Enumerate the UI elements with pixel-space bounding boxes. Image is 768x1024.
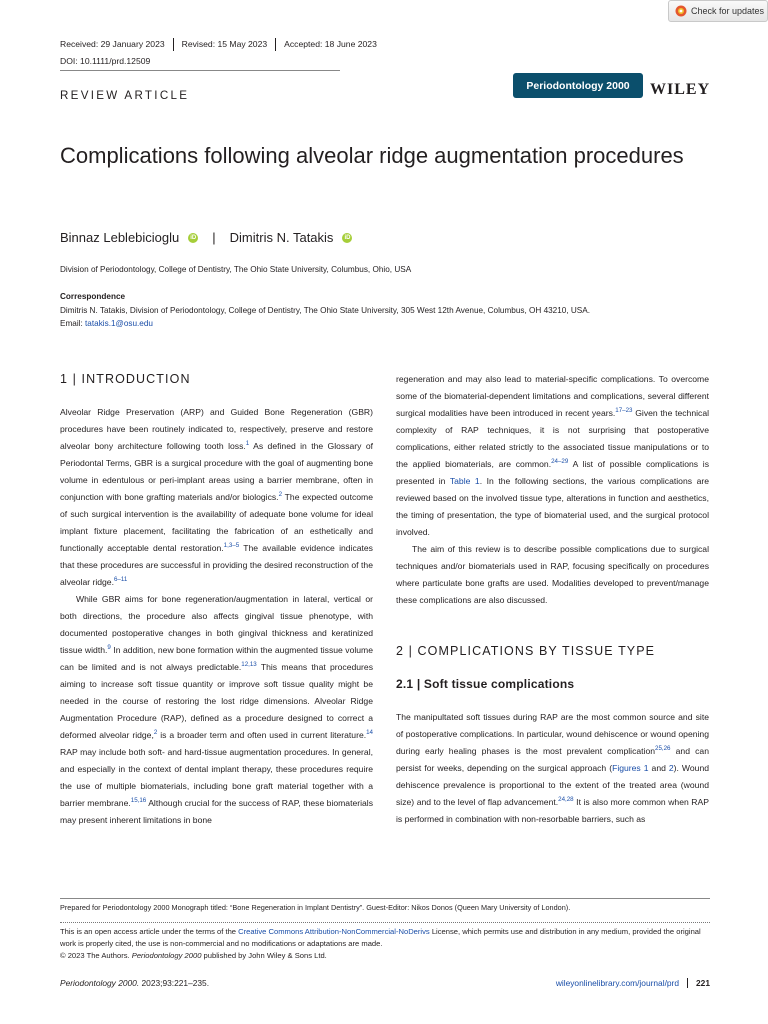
- copyright-line: [60, 950, 710, 962]
- reference-link[interactable]: 24,28: [558, 796, 574, 804]
- left-column: [60, 371, 373, 829]
- license-text-part: This is an open access article under the terms of the: [60, 927, 239, 936]
- page-number: 221: [687, 978, 710, 988]
- check-for-updates-button[interactable]: [668, 0, 768, 22]
- citation-details: 2023;93:221–235.: [139, 978, 210, 988]
- paragraph-text: Given the technical complexity of RAP techniques, it is not surprising that postoperative complications, either related strictly to the associated tissue manipulations or to the applied biomaterials, are common.: [396, 408, 710, 469]
- author-list: [60, 230, 352, 245]
- paragraph-text: is a broader term and often used in current literature.: [157, 730, 367, 740]
- reference-link[interactable]: 6–11: [113, 576, 128, 584]
- reference-link[interactable]: 15,16: [130, 797, 147, 805]
- license-text-part: License, which permits use and distribution in any medium, provided the original work is properly cited, the use is non-commercial and no modifications or adaptations are made.: [60, 927, 701, 949]
- paragraph: The aim of this review is to describe possible complications due to surgical techniques and/or biomaterials used in RAP, focusing specifically on procedures where particulate bone grafts are used. Modalities developed to prevent/manage these complications are also discussed.: [396, 544, 709, 605]
- correspondence-block: [60, 305, 720, 330]
- paragraph: [60, 591, 373, 829]
- paragraph-text: As defined in the Glossary of Periodontal Terms, GBR is a surgical procedure with the goal of augmenting bone volume in edentulous or peri-implant areas using a barrier membrane, often in conjunction with bone grafting materials and/or biologics.: [60, 441, 373, 502]
- footer-right: [556, 978, 710, 988]
- paragraph-text: The manipultated soft tissues during RAP are the most common source and site of postoperative complications. In particular, wound dehiscence or wound opening during early healing phases is the most prevalent complication: [396, 712, 709, 756]
- citation: [60, 978, 209, 988]
- orcid-icon[interactable]: iD: [190, 234, 197, 241]
- author-name[interactable]: Binnaz Leblebicioglu: [60, 230, 180, 245]
- reference-link[interactable]: 14: [366, 729, 373, 737]
- right-column: [396, 371, 709, 828]
- paragraph-text: . In the following sections, the various complications are reviewed based on the involved tissue type, alterations in function and aesthetics, the timing of presentation, the type of biomaterial used, and the surgical protocol involved.: [396, 476, 709, 537]
- accepted-date: Accepted: 18 June 2023: [275, 38, 385, 51]
- spacer: [396, 609, 709, 643]
- paragraph-text: regeneration and may also lead to material-specific complications. To overcome some of the biomaterial-dependent limitations and complications, several different surgical modalities have been introduced in recent years.: [396, 374, 709, 418]
- check-updates-icon: [675, 5, 687, 17]
- section-heading: 1 | INTRODUCTION: [60, 372, 191, 386]
- paragraph-text: and can persist for weeks, depending on the surgical approach (: [396, 746, 709, 773]
- reference-link[interactable]: 1,3–5: [223, 542, 240, 550]
- paragraph-text: Although crucial for the success of RAP, these biomaterials may present inherent limitations in bone: [60, 798, 374, 825]
- email-link[interactable]: tatakis.1@osu.edu: [85, 318, 153, 328]
- reference-link[interactable]: 9: [107, 644, 111, 652]
- footnote-divider: [60, 898, 710, 899]
- author-separator: |: [212, 230, 216, 245]
- paragraph-text: It is also more common when RAP is performed in combination with non-resorbable barriers, such as: [396, 797, 709, 824]
- correspondence-label: Correspondence: [60, 292, 126, 301]
- figure-link[interactable]: 2: [668, 763, 674, 773]
- subsection-heading: 2.1 | Soft tissue complications: [396, 677, 575, 691]
- publisher-logo: WILEY: [650, 81, 711, 98]
- paragraph-text: A list of possible complications is presented in: [396, 459, 709, 486]
- copyright-text: © 2023 The Authors.: [60, 951, 132, 961]
- revised-date: Revised: 15 May 2023: [173, 38, 276, 51]
- paragraph-text: The available evidence indicates that these procedures are successful in providing the desired reconstruction of the alveolar ridge.: [60, 543, 373, 587]
- license-link[interactable]: Creative Commons Attribution-NonCommercial-NoDerivs: [238, 927, 430, 936]
- reference-link[interactable]: 2: [153, 729, 158, 737]
- reference-link[interactable]: 12,13: [241, 661, 257, 669]
- paragraph: [60, 404, 373, 591]
- affiliation: Division of Periodontology, College of Dentistry, The Ohio State University, Columbus, Ohio, USA: [60, 265, 412, 274]
- page-footer: [60, 978, 710, 988]
- header-divider: [60, 70, 340, 71]
- prepared-note: Prepared for Periodontology 2000 Monograph titled: “Bone Regeneration in Implant Dentistry”. Guest-Editor: Nikos Donos (Queen Mary University of London).: [60, 903, 571, 912]
- paragraph-text: This means that procedures aiming to increase soft tissue quantity or improve soft tissue quality might be needed in the course of restoring the lost ridge dimensions. Alveolar Ridge Augmentation Procedure (RAP), defined as a procedure designed to correct a deformed alveolar ridge,: [60, 662, 373, 740]
- paragraph-text: RAP may include both soft- and hard-tissue augmentation procedures. In general, and especially in the context of dental implant therapy, these procedures require the use of multiple biomaterials, including bone graft material together with a barrier membrane.: [60, 747, 373, 808]
- license-text: [60, 926, 710, 950]
- check-for-updates-label: Check for updates: [691, 6, 765, 16]
- table-link[interactable]: Table 1: [449, 476, 480, 486]
- received-date: Received: 29 January 2023: [60, 39, 165, 49]
- doi: DOI: 10.1111/prd.12509: [60, 56, 151, 66]
- citation-journal: Periodontology 2000.: [60, 978, 140, 988]
- article-type: REVIEW ARTICLE: [60, 89, 190, 102]
- article-dates: [60, 38, 385, 51]
- license-divider: [60, 922, 710, 923]
- copyright-text: published by John Wiley & Sons Ltd.: [201, 951, 327, 961]
- paragraph-text: In addition, new bone formation within the augmented tissue volume can be limited and is not always predictable.: [60, 645, 373, 672]
- paragraph-text: and: [648, 763, 669, 773]
- orcid-icon[interactable]: iD: [344, 234, 351, 241]
- license-block: [60, 926, 710, 963]
- journal-badge: Periodontology 2000: [513, 73, 643, 98]
- paragraph-text: While GBR aims for bone regeneration/augmentation in lateral, vertical or both directions, the procedure also affects gingival tissue phenotype, with documented postoperative changes in both gingival thickness and keratinized tissue width.: [60, 594, 373, 655]
- paragraph-text: The expected outcome of such surgical intervention is the availability of adequate bone volume for ideal implant fixture placement, facilitating the fabrication of an esthetically and functionally acceptable dental restoration.: [60, 492, 373, 553]
- reference-link[interactable]: 17–23: [615, 407, 633, 415]
- copyright-journal: Periodontology 2000: [131, 951, 202, 961]
- section-heading: 2 | COMPLICATIONS BY TISSUE TYPE: [396, 644, 656, 658]
- reference-link[interactable]: 24–29: [551, 458, 569, 466]
- author-name[interactable]: Dimitris N. Tatakis: [229, 230, 334, 245]
- paragraph: [396, 371, 709, 541]
- correspondence-text: Dimitris N. Tatakis, Division of Periodontology, College of Dentistry, The Ohio State University, 305 West 12th Avenue, Columbus, OH 43210, USA.: [60, 306, 591, 315]
- article-title: Complications following alveolar ridge augmentation procedures: [60, 143, 684, 168]
- email-line: [60, 318, 720, 331]
- reference-link[interactable]: 2: [278, 491, 283, 499]
- figure-link[interactable]: Figures 1: [612, 763, 649, 773]
- journal-website-link[interactable]: wileyonlinelibrary.com/journal/prd: [555, 978, 680, 988]
- reference-link[interactable]: 1: [245, 440, 250, 448]
- paragraph-text: ). Wound dehiscence prevalence is proportional to the extent of the treated area (wound size) and to the level of flap advancement.: [396, 763, 709, 807]
- paragraph: [396, 709, 709, 828]
- reference-link[interactable]: 25,26: [655, 745, 671, 753]
- email-label: Email:: [60, 318, 83, 328]
- paragraph-text: Alveolar Ridge Preservation (ARP) and Guided Bone Regeneration (GBR) procedures have been routinely indicated to, respectively, preserve and restore alveolar bony architecture following tooth loss.: [60, 407, 373, 451]
